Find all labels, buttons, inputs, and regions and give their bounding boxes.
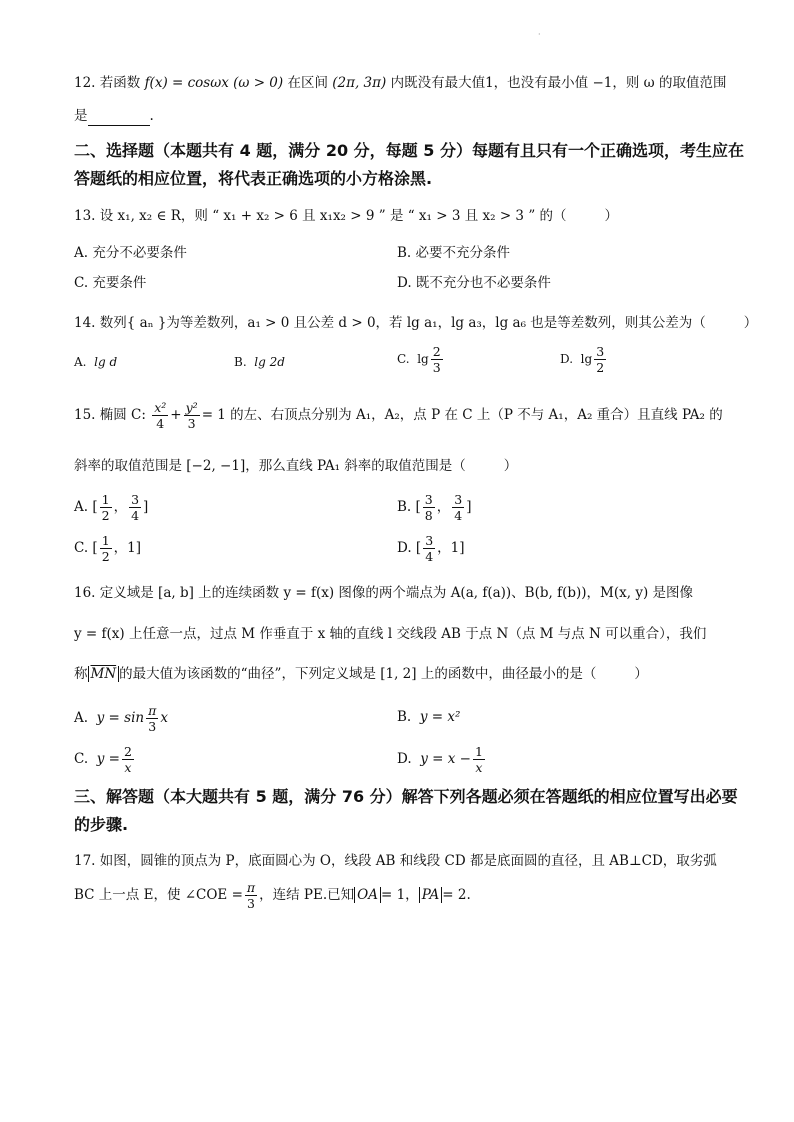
fraction: $\frac{\pi}{3}$ (148, 703, 157, 734)
q16-option-c: C. y = $\frac{2}{x}$ (74, 744, 132, 775)
question-14-stem: 14. 数列{ aₙ }为等差数列，a₁ > 0 且公差 d > 0，若 lg a₁，lg a₃，lg a₆ 也是等差数列，则其公差为（ ） (74, 315, 758, 331)
section-3-heading-line-2: 的步骤. (74, 815, 129, 834)
fraction: $\frac{1}{x}$ (474, 744, 483, 775)
question-15-line-2: 斜率的取值范围是 [−2, −1]，那么直线 PA₁ 斜率的取值范围是（ ） (74, 458, 518, 474)
q14-option-b: B. lg 2d (234, 355, 285, 369)
q13-option-c: C. 充要条件 (74, 275, 147, 291)
fraction: $\frac{2}{3}$ (432, 344, 441, 375)
question-12-line-1: 12. 若函数 f(x) = cosωx (ω > 0) 在区间 (2π, 3π) 内既没有最大值1，也没有最小值 −1，则 ω 的取值范围 (74, 75, 727, 91)
q14-option-c: C. lg $\frac{2}{3}$ (397, 344, 441, 375)
abs-oa: OA (354, 887, 381, 903)
question-13-stem: 13. 设 x₁, x₂ ∈ R，则 “ x₁ + x₂ > 6 且 x₁x₂ > 9 ” 是 “ x₁ > 3 且 x₂ > 3 ” 的（ ） (74, 208, 619, 224)
fraction: $\frac{\pi}{3}$ (246, 880, 256, 911)
q15-option-d: D. [ $\frac{3}{4}$ ，1] (397, 533, 465, 564)
page-mark: · (538, 30, 541, 39)
section-2-heading-line-2: 答题纸的相应位置，将代表正确选项的小方格涂黑. (74, 169, 433, 188)
q16-option-a: A. y = sin $\frac{\pi}{3}$ x (74, 703, 168, 734)
question-16-line-3: 称 $\overline{MN}$ 的最大值为该函数的“曲径”，下列定义域是 [1, 2] 上的函数中，曲径最小的是（ ） (74, 666, 648, 682)
answer-blank (88, 111, 150, 126)
question-12-line-2: 是 . (74, 108, 154, 124)
q13-option-a: A. 充分不必要条件 (74, 245, 187, 261)
abs-pa: PA (419, 887, 443, 903)
fraction: $\frac{1}{2}$ (101, 492, 110, 523)
q15-option-c: C. [ $\frac{1}{2}$ ，1] (74, 533, 142, 564)
abs-vector-mn: $\overline{MN}$ (88, 666, 120, 682)
fraction: $\frac{\text{y²}}{3}$ (185, 400, 198, 431)
section-2-heading-line-1: 二、选择题（本题共有 4 题，满分 20 分，每题 5 分）每题有且只有一个正确选项，考生应在 (74, 141, 744, 160)
question-17-line-2: BC 上一点 E，使 ∠COE = $\frac{\pi}{3}$ ，连结 PE.已知 OA = 1， PA = 2. (74, 880, 471, 911)
fraction: $\frac{3}{4}$ (425, 533, 434, 564)
q13-option-b: B. 必要不充分条件 (397, 245, 511, 261)
q16-option-b: B. y = x² (397, 709, 461, 725)
fraction: $\frac{1}{2}$ (101, 533, 110, 564)
question-16-line-1: 16. 定义域是 [a, b] 上的连续函数 y = f(x) 图像的两个端点为 A(a, f(a))、B(b, f(b))，M(x, y) 是图像 (74, 585, 694, 601)
question-15-line-1: 15. 椭圆 C: $\frac{\text{x²}}{4}$ + $\frac{\text{y²}}{3}$ = 1 的左、右顶点分别为 A₁，A₂，点 P 在 C 上（P 不与 A₁，A₂ 重合）且直线 PA₂ 的 (74, 400, 723, 431)
fraction: $\frac{3}{4}$ (131, 492, 140, 523)
fraction: $\frac{2}{x}$ (123, 744, 132, 775)
q15-option-b: B. [ $\frac{3}{8}$ ， $\frac{3}{4}$ ] (397, 492, 472, 523)
q15-option-a: A. [ $\frac{1}{2}$ ， $\frac{3}{4}$ ] (74, 492, 149, 523)
question-16-line-2: y = f(x) 上任意一点，过点 M 作垂直于 x 轴的直线 l 交线段 AB 于点 N（点 M 与点 N 可以重合），我们 (74, 626, 707, 642)
section-3-heading-line-1: 三、解答题（本大题共有 5 题，满分 76 分）解答下列各题必须在答题纸的相应位置写出必要 (74, 787, 738, 806)
q14-option-d: D. lg $\frac{3}{2}$ (560, 344, 605, 375)
fraction: $\frac{3}{8}$ (424, 492, 433, 523)
q14-option-a: A. lg d (74, 355, 118, 369)
question-17-line-1: 17. 如图，圆锥的顶点为 P，底面圆心为 O，线段 AB 和线段 CD 都是底面圆的直径，且 AB⊥CD，取劣弧 (74, 853, 717, 869)
q13-option-d: D. 既不充分也不必要条件 (397, 275, 551, 291)
fraction: $\frac{\text{x²}}{4}$ (154, 400, 167, 431)
fraction: $\frac{3}{2}$ (596, 344, 605, 375)
q16-option-d: D. y = x − $\frac{1}{x}$ (397, 744, 483, 775)
fraction: $\frac{3}{4}$ (454, 492, 463, 523)
